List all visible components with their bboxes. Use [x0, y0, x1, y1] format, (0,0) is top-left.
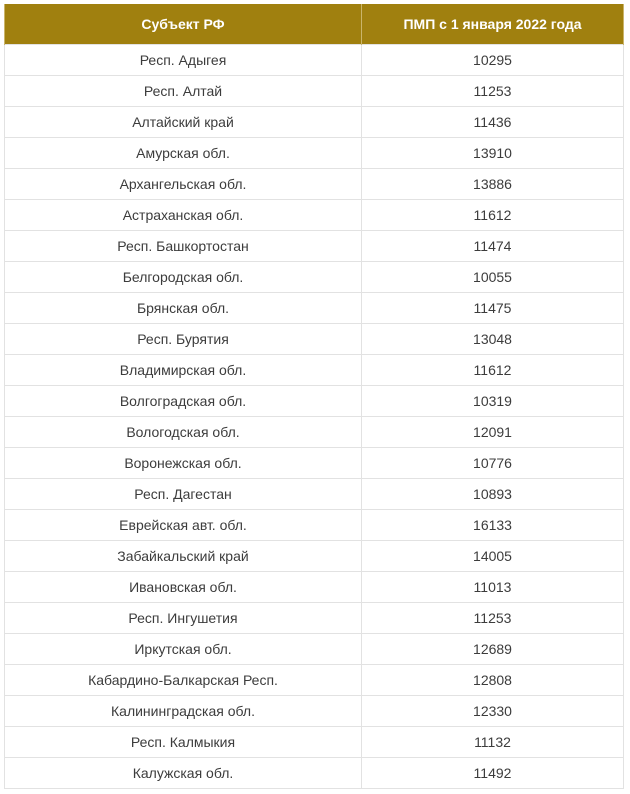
table-row [5, 510, 624, 541]
column-header-region: Субъект РФ [5, 4, 362, 45]
value-cell: 12091 [362, 417, 624, 448]
table-row [5, 417, 624, 448]
table-row [5, 200, 624, 231]
region-cell: Алтайский край [5, 107, 362, 138]
value-cell: 11474 [362, 231, 624, 262]
table-header-row [5, 4, 624, 45]
value-cell: 12808 [362, 665, 624, 696]
value-cell: 11013 [362, 572, 624, 603]
value-cell: 12330 [362, 696, 624, 727]
table-row [5, 138, 624, 169]
table-row [5, 386, 624, 417]
table-row [5, 231, 624, 262]
table-row [5, 355, 624, 386]
region-cell: Воронежская обл. [5, 448, 362, 479]
table-row [5, 696, 624, 727]
region-cell: Владимирская обл. [5, 355, 362, 386]
value-cell: 10893 [362, 479, 624, 510]
table-row [5, 262, 624, 293]
region-cell: Амурская обл. [5, 138, 362, 169]
region-cell: Респ. Адыгея [5, 45, 362, 76]
table-row [5, 293, 624, 324]
table-row [5, 634, 624, 665]
table-row [5, 107, 624, 138]
column-header-value: ПМП с 1 января 2022 года [362, 4, 624, 45]
region-cell: Кабардино-Балкарская Респ. [5, 665, 362, 696]
region-cell: Брянская обл. [5, 293, 362, 324]
table-row [5, 479, 624, 510]
table-container [4, 4, 623, 789]
table-row [5, 603, 624, 634]
table-row [5, 45, 624, 76]
value-cell: 11253 [362, 603, 624, 634]
region-cell: Респ. Бурятия [5, 324, 362, 355]
table-body [5, 45, 624, 789]
table-row [5, 665, 624, 696]
value-cell: 11612 [362, 355, 624, 386]
table-row [5, 448, 624, 479]
region-cell: Еврейская авт. обл. [5, 510, 362, 541]
region-cell: Калужская обл. [5, 758, 362, 789]
value-cell: 10319 [362, 386, 624, 417]
table-row [5, 572, 624, 603]
region-cell: Архангельская обл. [5, 169, 362, 200]
value-cell: 11436 [362, 107, 624, 138]
region-cell: Респ. Ингушетия [5, 603, 362, 634]
region-cell: Иркутская обл. [5, 634, 362, 665]
region-cell: Респ. Дагестан [5, 479, 362, 510]
region-cell: Калининградская обл. [5, 696, 362, 727]
region-cell: Респ. Алтай [5, 76, 362, 107]
value-cell: 11475 [362, 293, 624, 324]
region-cell: Волгоградская обл. [5, 386, 362, 417]
value-cell: 11612 [362, 200, 624, 231]
value-cell: 11132 [362, 727, 624, 758]
region-cell: Респ. Башкортостан [5, 231, 362, 262]
region-cell: Астраханская обл. [5, 200, 362, 231]
value-cell: 13886 [362, 169, 624, 200]
value-cell: 11492 [362, 758, 624, 789]
table-row [5, 758, 624, 789]
region-cell: Ивановская обл. [5, 572, 362, 603]
subsistence-minimum-table [4, 4, 624, 789]
value-cell: 16133 [362, 510, 624, 541]
table-row [5, 324, 624, 355]
table-row [5, 169, 624, 200]
region-cell: Вологодская обл. [5, 417, 362, 448]
region-cell: Респ. Калмыкия [5, 727, 362, 758]
table-row [5, 727, 624, 758]
value-cell: 13910 [362, 138, 624, 169]
value-cell: 11253 [362, 76, 624, 107]
value-cell: 13048 [362, 324, 624, 355]
value-cell: 10295 [362, 45, 624, 76]
value-cell: 10055 [362, 262, 624, 293]
table-row [5, 76, 624, 107]
table-row [5, 541, 624, 572]
region-cell: Белгородская обл. [5, 262, 362, 293]
region-cell: Забайкальский край [5, 541, 362, 572]
value-cell: 10776 [362, 448, 624, 479]
value-cell: 12689 [362, 634, 624, 665]
value-cell: 14005 [362, 541, 624, 572]
